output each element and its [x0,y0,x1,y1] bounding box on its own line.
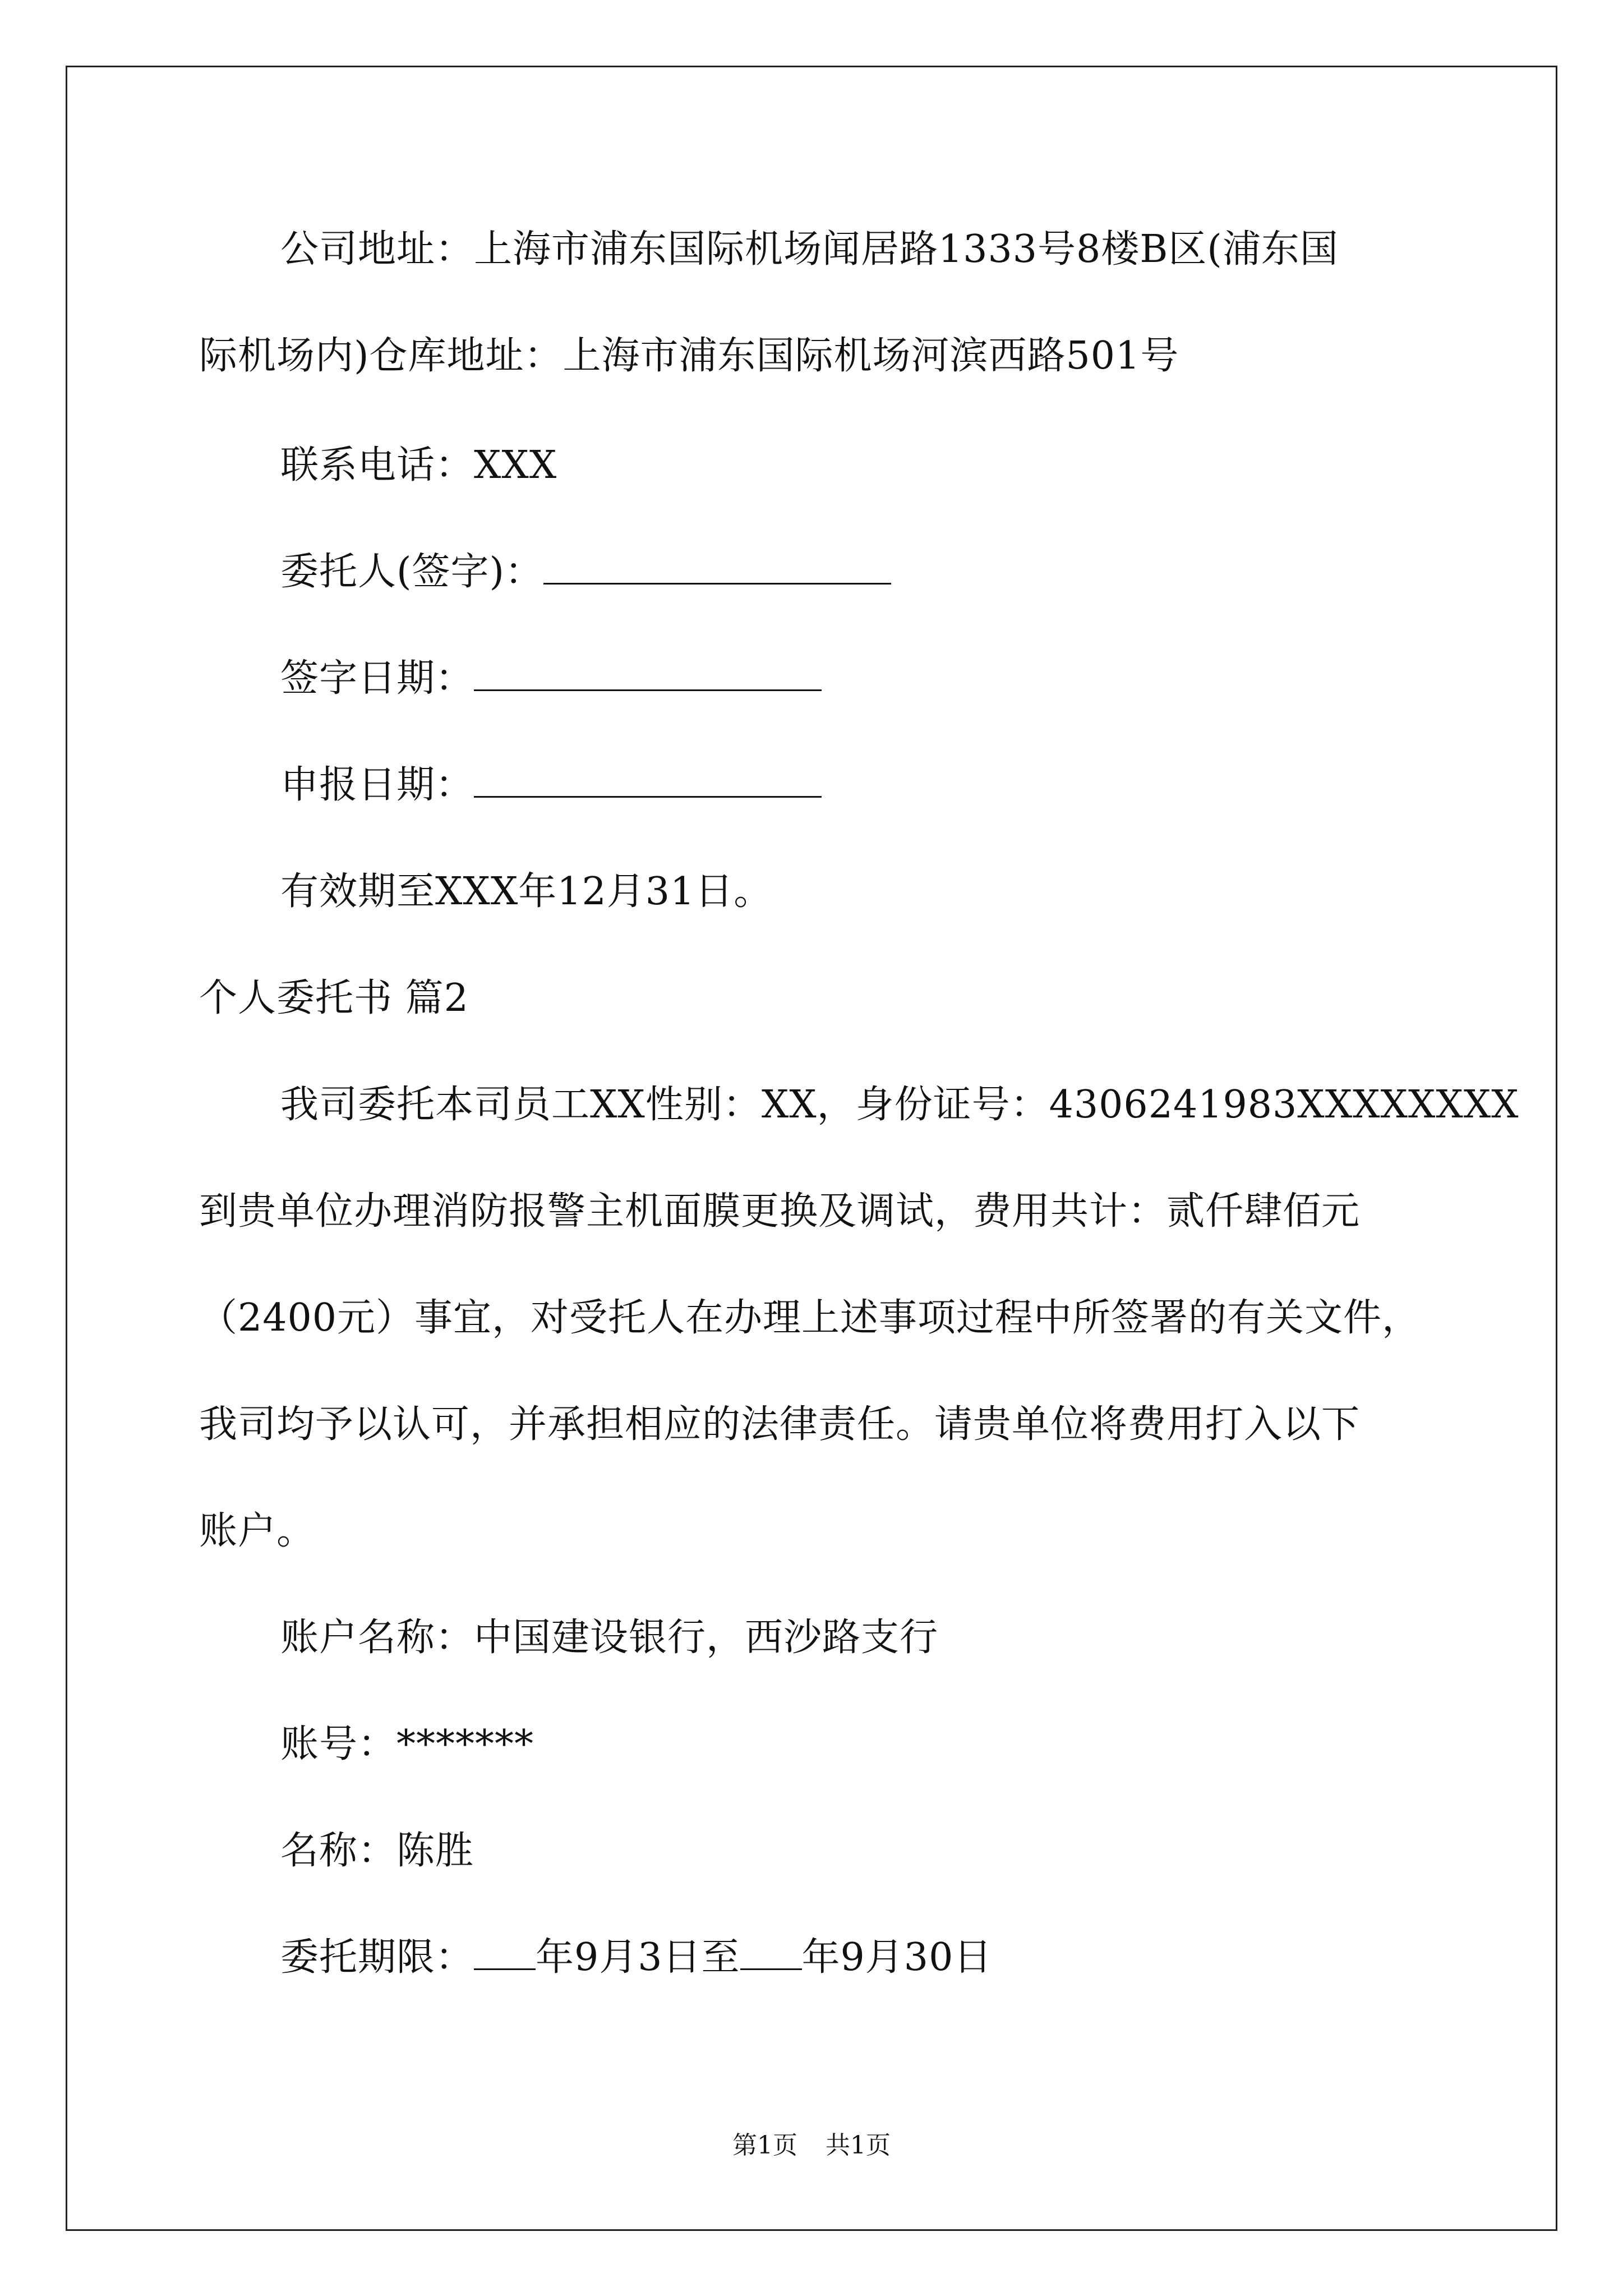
company-address-line-1: 公司地址：上海市浦东国际机场闻居路1333号8楼B区(浦东国 [280,227,1339,272]
entrust-end-date: 年9月30日 [801,1935,993,1980]
section-heading: 个人委托书 篇2 [199,976,469,1020]
contact-phone: 联系电话：XXX [280,443,557,487]
principal-signature-label: 委托人(签字)： [280,550,544,594]
page-total: 共1页 [826,2131,891,2160]
entrust-period-row [280,1935,992,1980]
entrust-end-year-blank [740,1936,802,1970]
principal-signature-row [280,550,891,595]
account-name: 账户名称：中国建设银行，西沙路支行 [280,1616,939,1660]
report-date-row [280,763,822,808]
report-date-blank [474,763,822,798]
page-footer [0,2129,1623,2162]
signature-date-row [280,656,822,701]
entrust-start-date: 年9月3日至 [536,1935,740,1980]
page-border [66,66,1557,2231]
body-paragraph-line-5: 账户。 [199,1509,316,1553]
signature-date-label: 签字日期： [280,656,474,701]
body-paragraph-line-3: （2400元）事宜，对受托人在办理上述事项过程中所签署的有关文件， [199,1296,1421,1340]
entrust-period-label: 委托期限： [280,1935,474,1980]
body-paragraph-line-4: 我司均予以认可，并承担相应的法律责任。请贵单位将费用打入以下 [199,1402,1361,1447]
account-number: 账号：******* [280,1722,534,1766]
company-address-line-2: 际机场内)仓库地址：上海市浦东国际机场河滨西路501号 [199,334,1179,378]
body-paragraph-line-2: 到贵单位办理消防报警主机面膜更换及调试，费用共计：贰仟肆佰元 [199,1189,1361,1234]
validity-line: 有效期至XXX年12月31日。 [280,869,773,914]
signature-date-blank [474,657,822,691]
account-holder: 名称：陈胜 [280,1829,474,1873]
entrust-start-year-blank [474,1936,536,1970]
principal-signature-blank [543,550,891,585]
page-number: 第1页 [732,2131,797,2160]
report-date-label: 申报日期： [280,763,474,807]
body-paragraph-line-1: 我司委托本司员工XX性别：XX，身份证号：4306241983XXXXXXXX [280,1083,1519,1127]
